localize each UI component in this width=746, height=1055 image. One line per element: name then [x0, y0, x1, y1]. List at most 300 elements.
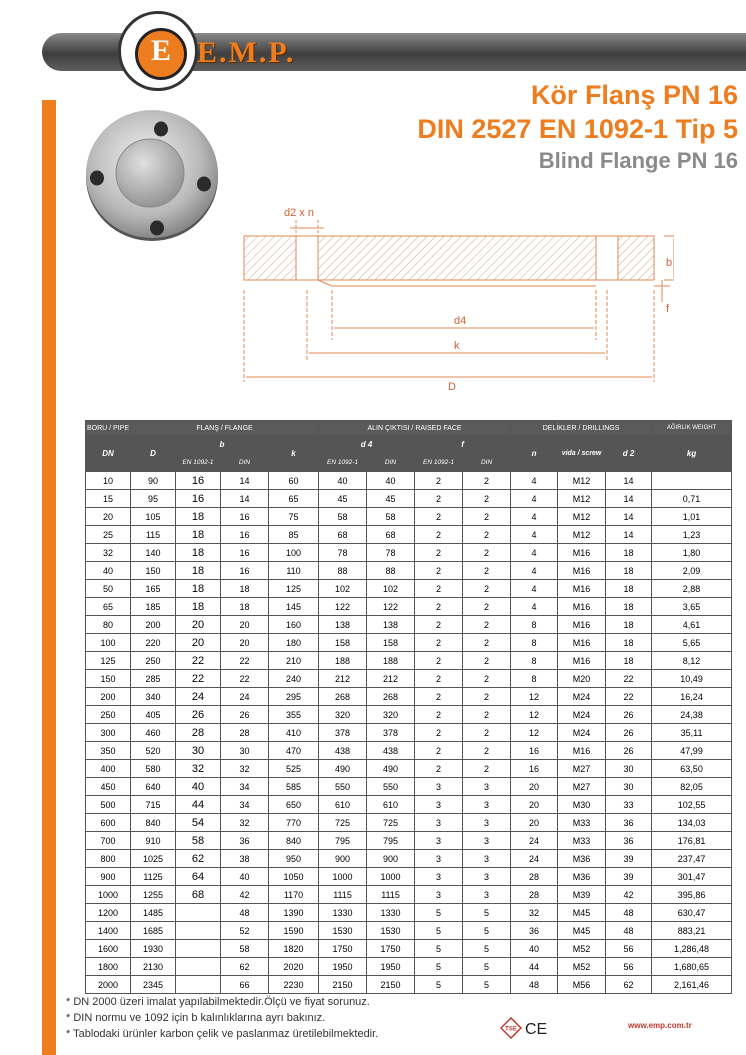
table-cell: 1115 [319, 886, 367, 904]
table-cell: M36 [558, 850, 606, 868]
table-cell: M16 [558, 580, 606, 598]
subheader-b-en: EN 1092-1 [176, 455, 221, 472]
page-subtitle-english: Blind Flange PN 16 [538, 148, 738, 173]
col-header-kg: kg [652, 436, 732, 472]
table-cell: 100 [269, 544, 319, 562]
table-row [86, 976, 732, 994]
label-k: k [454, 340, 460, 352]
table-cell: 58 [176, 832, 221, 850]
table-cell [652, 472, 732, 490]
group-header-flange: FLANŞ / FLANGE [131, 421, 319, 436]
table-cell: 2 [463, 472, 511, 490]
table-cell [176, 940, 221, 958]
table-cell: 134,03 [652, 814, 732, 832]
table-cell: 44 [176, 796, 221, 814]
table-cell: 88 [319, 562, 367, 580]
table-cell: 34 [221, 796, 269, 814]
table-cell: 1800 [86, 958, 131, 976]
table-cell: 125 [269, 580, 319, 598]
table-cell: 610 [319, 796, 367, 814]
table-cell: 18 [176, 544, 221, 562]
group-header-raised-face: ALIN ÇIKTISI / RAISED FACE [319, 421, 511, 436]
table-cell: 14 [221, 490, 269, 508]
table-row [86, 688, 732, 706]
table-cell: 160 [269, 616, 319, 634]
table-cell: 22 [176, 670, 221, 688]
table-cell: 2 [415, 544, 463, 562]
table-cell: 18 [606, 562, 652, 580]
table-cell: 66 [221, 976, 269, 994]
table-cell: 900 [319, 850, 367, 868]
table-cell: 1750 [319, 940, 367, 958]
table-cell: 1485 [131, 904, 176, 922]
table-row [86, 544, 732, 562]
table-cell: 188 [319, 652, 367, 670]
table-cell: 340 [131, 688, 176, 706]
table-cell: 2,09 [652, 562, 732, 580]
table-cell: 2000 [86, 976, 131, 994]
footnote-1: * DN 2000 üzeri imalat yapılabilmektedir.Ölçü ve fiyat sorunuz. [66, 996, 370, 1008]
table-row [86, 760, 732, 778]
table-cell: 42 [606, 886, 652, 904]
table-cell: 5 [463, 904, 511, 922]
table-cell: 115 [131, 526, 176, 544]
table-cell: 237,47 [652, 850, 732, 868]
table-cell: 60 [269, 472, 319, 490]
flange-technical-drawing [234, 200, 674, 400]
table-cell: 40 [319, 472, 367, 490]
table-cell: 5 [415, 976, 463, 994]
table-cell: 5,65 [652, 634, 732, 652]
table-cell: 88 [367, 562, 415, 580]
table-cell: 62 [221, 958, 269, 976]
table-row [86, 580, 732, 598]
table-body [86, 472, 732, 994]
table-cell: 150 [131, 562, 176, 580]
table-cell: M12 [558, 472, 606, 490]
table-cell: 2130 [131, 958, 176, 976]
table-cell: 1,286,48 [652, 940, 732, 958]
page-title: Kör Flanş PN 16 [530, 80, 738, 110]
table-cell: 2 [463, 544, 511, 562]
table-cell: 138 [319, 616, 367, 634]
table-cell: 105 [131, 508, 176, 526]
table-cell: 56 [606, 940, 652, 958]
table-cell: 58 [221, 940, 269, 958]
table-cell: 2230 [269, 976, 319, 994]
table-cell: 715 [131, 796, 176, 814]
table-cell: M27 [558, 760, 606, 778]
table-cell: M16 [558, 598, 606, 616]
table-cell: 47,99 [652, 742, 732, 760]
table-cell: 10,49 [652, 670, 732, 688]
table-cell: 5 [463, 940, 511, 958]
table-cell: 2150 [367, 976, 415, 994]
table-cell: 32 [221, 760, 269, 778]
table-cell: 22 [221, 670, 269, 688]
table-cell: 2 [463, 688, 511, 706]
table-cell: 58 [319, 508, 367, 526]
col-header-d4: d 4 [319, 436, 415, 455]
subheader-f-din: DIN [463, 455, 511, 472]
table-row [86, 490, 732, 508]
table-cell: M33 [558, 832, 606, 850]
table-cell: 20 [511, 814, 558, 832]
table-cell: M36 [558, 868, 606, 886]
table-cell: 378 [319, 724, 367, 742]
table-cell: M24 [558, 706, 606, 724]
table-cell [176, 976, 221, 994]
table-cell: 3 [463, 886, 511, 904]
table-cell: 1,680,65 [652, 958, 732, 976]
table-cell: 350 [86, 742, 131, 760]
table-cell: 20 [221, 616, 269, 634]
table-cell: 212 [319, 670, 367, 688]
col-header-b: b [176, 436, 269, 455]
table-cell: 4 [511, 580, 558, 598]
table-cell: 2150 [319, 976, 367, 994]
footnote-2: * DIN normu ve 1092 için b kalınlıklarına ayrı bakınız. [66, 1012, 326, 1024]
table-cell: 2 [415, 760, 463, 778]
table-cell: M16 [558, 544, 606, 562]
table-cell: 39 [606, 850, 652, 868]
table-cell: 3 [415, 778, 463, 796]
table-cell: 300 [86, 724, 131, 742]
table-cell: 4 [511, 490, 558, 508]
table-cell: 2 [415, 526, 463, 544]
table-cell: M33 [558, 814, 606, 832]
table-cell: 18 [176, 526, 221, 544]
table-cell: 68 [176, 886, 221, 904]
table-cell: 25 [86, 526, 131, 544]
table-cell: 2 [463, 760, 511, 778]
table-cell: 145 [269, 598, 319, 616]
table-cell: 2,161,46 [652, 976, 732, 994]
table-cell: 1930 [131, 940, 176, 958]
table-cell: 122 [367, 598, 415, 616]
table-cell: 525 [269, 760, 319, 778]
subheader-b-din: DIN [221, 455, 269, 472]
table-cell: M20 [558, 670, 606, 688]
table-cell: 1950 [367, 958, 415, 976]
table-cell: 2 [415, 724, 463, 742]
table-cell: 3 [463, 796, 511, 814]
table-cell: 24 [511, 832, 558, 850]
table-cell: 4 [511, 562, 558, 580]
table-cell: 65 [269, 490, 319, 508]
table-cell: 63,50 [652, 760, 732, 778]
certification-marks [500, 1017, 550, 1039]
table-cell: 102 [319, 580, 367, 598]
table-cell: 5 [415, 958, 463, 976]
table-cell: 240 [269, 670, 319, 688]
table-cell: 30 [221, 742, 269, 760]
col-header-k: k [269, 436, 319, 472]
table-cell: 1000 [367, 868, 415, 886]
table-row [86, 724, 732, 742]
table-cell: 20 [511, 796, 558, 814]
table-cell: 26 [176, 706, 221, 724]
table-cell: M12 [558, 526, 606, 544]
table-cell: 650 [269, 796, 319, 814]
table-cell: 250 [131, 652, 176, 670]
table-cell: 2 [463, 526, 511, 544]
table-cell: 883,21 [652, 922, 732, 940]
table-cell: 8 [511, 616, 558, 634]
table-cell: 580 [131, 760, 176, 778]
table-cell: 16 [221, 526, 269, 544]
table-row [86, 562, 732, 580]
table-cell: 1530 [367, 922, 415, 940]
table-cell: 14 [606, 472, 652, 490]
table-cell: 32 [86, 544, 131, 562]
table-cell: 16 [176, 472, 221, 490]
table-cell: 1050 [269, 868, 319, 886]
table-cell: 2 [463, 508, 511, 526]
table-cell: 78 [367, 544, 415, 562]
table-cell: 42 [221, 886, 269, 904]
table-cell: 14 [606, 490, 652, 508]
table-cell: M52 [558, 958, 606, 976]
table-cell: 32 [511, 904, 558, 922]
table-cell: 1330 [367, 904, 415, 922]
table-cell: 38 [221, 850, 269, 868]
table-cell: 62 [176, 850, 221, 868]
table-cell: 2 [415, 472, 463, 490]
table-cell: 2 [415, 562, 463, 580]
table-row [86, 796, 732, 814]
table-cell: 1170 [269, 886, 319, 904]
table-cell: 4 [511, 472, 558, 490]
table-cell: 16 [511, 742, 558, 760]
table-cell: 5 [463, 976, 511, 994]
table-row [86, 742, 732, 760]
table-cell: 725 [367, 814, 415, 832]
label-d4: d4 [454, 315, 467, 327]
ce-mark: CE [525, 1021, 548, 1038]
table-cell: M16 [558, 616, 606, 634]
table-cell: 125 [86, 652, 131, 670]
table-cell: 28 [511, 868, 558, 886]
table-cell: 40 [367, 472, 415, 490]
table-cell: 20 [176, 616, 221, 634]
table-cell: 58 [367, 508, 415, 526]
tse-label: TSE [505, 1026, 517, 1033]
table-cell: 16 [221, 562, 269, 580]
table-cell: 2 [415, 490, 463, 508]
table-cell: 2 [463, 580, 511, 598]
table-cell: 600 [86, 814, 131, 832]
table-cell: 48 [511, 976, 558, 994]
table-cell: 18 [176, 508, 221, 526]
col-header-f: f [415, 436, 511, 455]
table-cell: 550 [367, 778, 415, 796]
table-cell: 5 [463, 958, 511, 976]
table-row [86, 850, 732, 868]
table-cell: 22 [606, 688, 652, 706]
col-header-screw: vida / screw [558, 436, 606, 472]
table-cell: 8 [511, 670, 558, 688]
table-cell: 52 [221, 922, 269, 940]
table-cell: 725 [319, 814, 367, 832]
table-cell: 165 [131, 580, 176, 598]
table-cell: 36 [606, 832, 652, 850]
table-cell: 50 [86, 580, 131, 598]
table-cell: 3 [463, 832, 511, 850]
table-cell: 460 [131, 724, 176, 742]
col-header-dn: DN [86, 436, 131, 472]
col-header-D: D [131, 436, 176, 472]
table-cell: 40 [176, 778, 221, 796]
table-cell: 24,38 [652, 706, 732, 724]
table-cell: 268 [319, 688, 367, 706]
table-cell: 3 [463, 778, 511, 796]
table-cell: 95 [131, 490, 176, 508]
table-cell: 3 [415, 814, 463, 832]
table-row [86, 814, 732, 832]
table-cell: 3 [463, 868, 511, 886]
table-cell: 220 [131, 634, 176, 652]
table-cell: 26 [606, 724, 652, 742]
table-cell: 8,12 [652, 652, 732, 670]
table-cell: 3 [415, 832, 463, 850]
table-cell: 295 [269, 688, 319, 706]
table-cell: 405 [131, 706, 176, 724]
table-cell: 2 [415, 616, 463, 634]
table-cell: 5 [463, 922, 511, 940]
table-cell: 32 [221, 814, 269, 832]
table-cell: 16,24 [652, 688, 732, 706]
table-cell: 2020 [269, 958, 319, 976]
side-accent-bar [42, 100, 56, 1055]
table-cell: 3 [415, 796, 463, 814]
group-header-weight: AĞIRLIK WEIGHT [652, 421, 732, 436]
table-cell: 910 [131, 832, 176, 850]
table-cell: 15 [86, 490, 131, 508]
table-row [86, 868, 732, 886]
table-cell: 700 [86, 832, 131, 850]
table-cell: 1000 [86, 886, 131, 904]
table-cell: 102 [367, 580, 415, 598]
table-cell: 140 [131, 544, 176, 562]
table-cell: M45 [558, 922, 606, 940]
table-cell: 18 [176, 562, 221, 580]
table-cell: 40 [86, 562, 131, 580]
flange-spec-table [85, 420, 732, 994]
table-cell: 320 [319, 706, 367, 724]
table-cell: M24 [558, 688, 606, 706]
table-cell: 12 [511, 724, 558, 742]
table-cell [176, 922, 221, 940]
table-cell [176, 904, 221, 922]
table-cell: 20 [176, 634, 221, 652]
table-cell: 490 [319, 760, 367, 778]
table-cell: 36 [221, 832, 269, 850]
table-cell: 3 [463, 814, 511, 832]
table-cell: 4,61 [652, 616, 732, 634]
table-cell: M30 [558, 796, 606, 814]
table-cell: 2 [463, 616, 511, 634]
table-cell: 8 [511, 652, 558, 670]
table-cell: 176,81 [652, 832, 732, 850]
table-cell: 395,86 [652, 886, 732, 904]
table-cell: 30 [606, 760, 652, 778]
table-cell: 1,80 [652, 544, 732, 562]
table-cell: 1530 [319, 922, 367, 940]
table-cell: 410 [269, 724, 319, 742]
table-cell: 1125 [131, 868, 176, 886]
table-cell: 1400 [86, 922, 131, 940]
table-row [86, 616, 732, 634]
table-cell: 285 [131, 670, 176, 688]
table-cell: 795 [367, 832, 415, 850]
table-cell: 44 [511, 958, 558, 976]
table-cell: 301,47 [652, 868, 732, 886]
table-cell: 100 [86, 634, 131, 652]
table-cell: 2 [463, 670, 511, 688]
table-cell: M16 [558, 562, 606, 580]
table-cell: 26 [221, 706, 269, 724]
table-cell: 102,55 [652, 796, 732, 814]
table-cell: 1025 [131, 850, 176, 868]
table-cell: 16 [221, 508, 269, 526]
table-cell: 268 [367, 688, 415, 706]
label-d2n: d2 x n [284, 207, 314, 219]
table-cell: 40 [511, 940, 558, 958]
table-cell [176, 958, 221, 976]
table-cell: 1820 [269, 940, 319, 958]
table-cell: 3 [415, 886, 463, 904]
table-cell: 2 [463, 706, 511, 724]
table-cell: 630,47 [652, 904, 732, 922]
col-header-n: n [511, 436, 558, 472]
table-cell: 3 [415, 868, 463, 886]
table-cell: 30 [606, 778, 652, 796]
website-link[interactable]: www.emp.com.tr [628, 1021, 692, 1030]
table-cell: 5 [415, 940, 463, 958]
table-row [86, 652, 732, 670]
table-cell: 85 [269, 526, 319, 544]
table-cell: 320 [367, 706, 415, 724]
table-cell: 250 [86, 706, 131, 724]
table-cell: 4 [511, 526, 558, 544]
table-cell: 28 [176, 724, 221, 742]
table-cell: 900 [86, 868, 131, 886]
table-cell: 26 [606, 742, 652, 760]
table-cell: 18 [221, 580, 269, 598]
table-cell: 39 [606, 868, 652, 886]
table-cell: 2 [463, 598, 511, 616]
table-cell: 16 [176, 490, 221, 508]
table-cell: 18 [606, 580, 652, 598]
table-cell: 18 [606, 616, 652, 634]
table-cell: 68 [367, 526, 415, 544]
table-cell: 180 [269, 634, 319, 652]
table-cell: 10 [86, 472, 131, 490]
table-row [86, 832, 732, 850]
table-cell: 2 [415, 634, 463, 652]
table-cell: 40 [221, 868, 269, 886]
table-cell: 36 [511, 922, 558, 940]
table-cell: 24 [511, 850, 558, 868]
table-cell: 5 [415, 922, 463, 940]
table-cell: 22 [221, 652, 269, 670]
table-cell: 16 [511, 760, 558, 778]
table-cell: 4 [511, 508, 558, 526]
table-cell: 2 [463, 562, 511, 580]
table-cell: 610 [367, 796, 415, 814]
table-cell: 2,88 [652, 580, 732, 598]
